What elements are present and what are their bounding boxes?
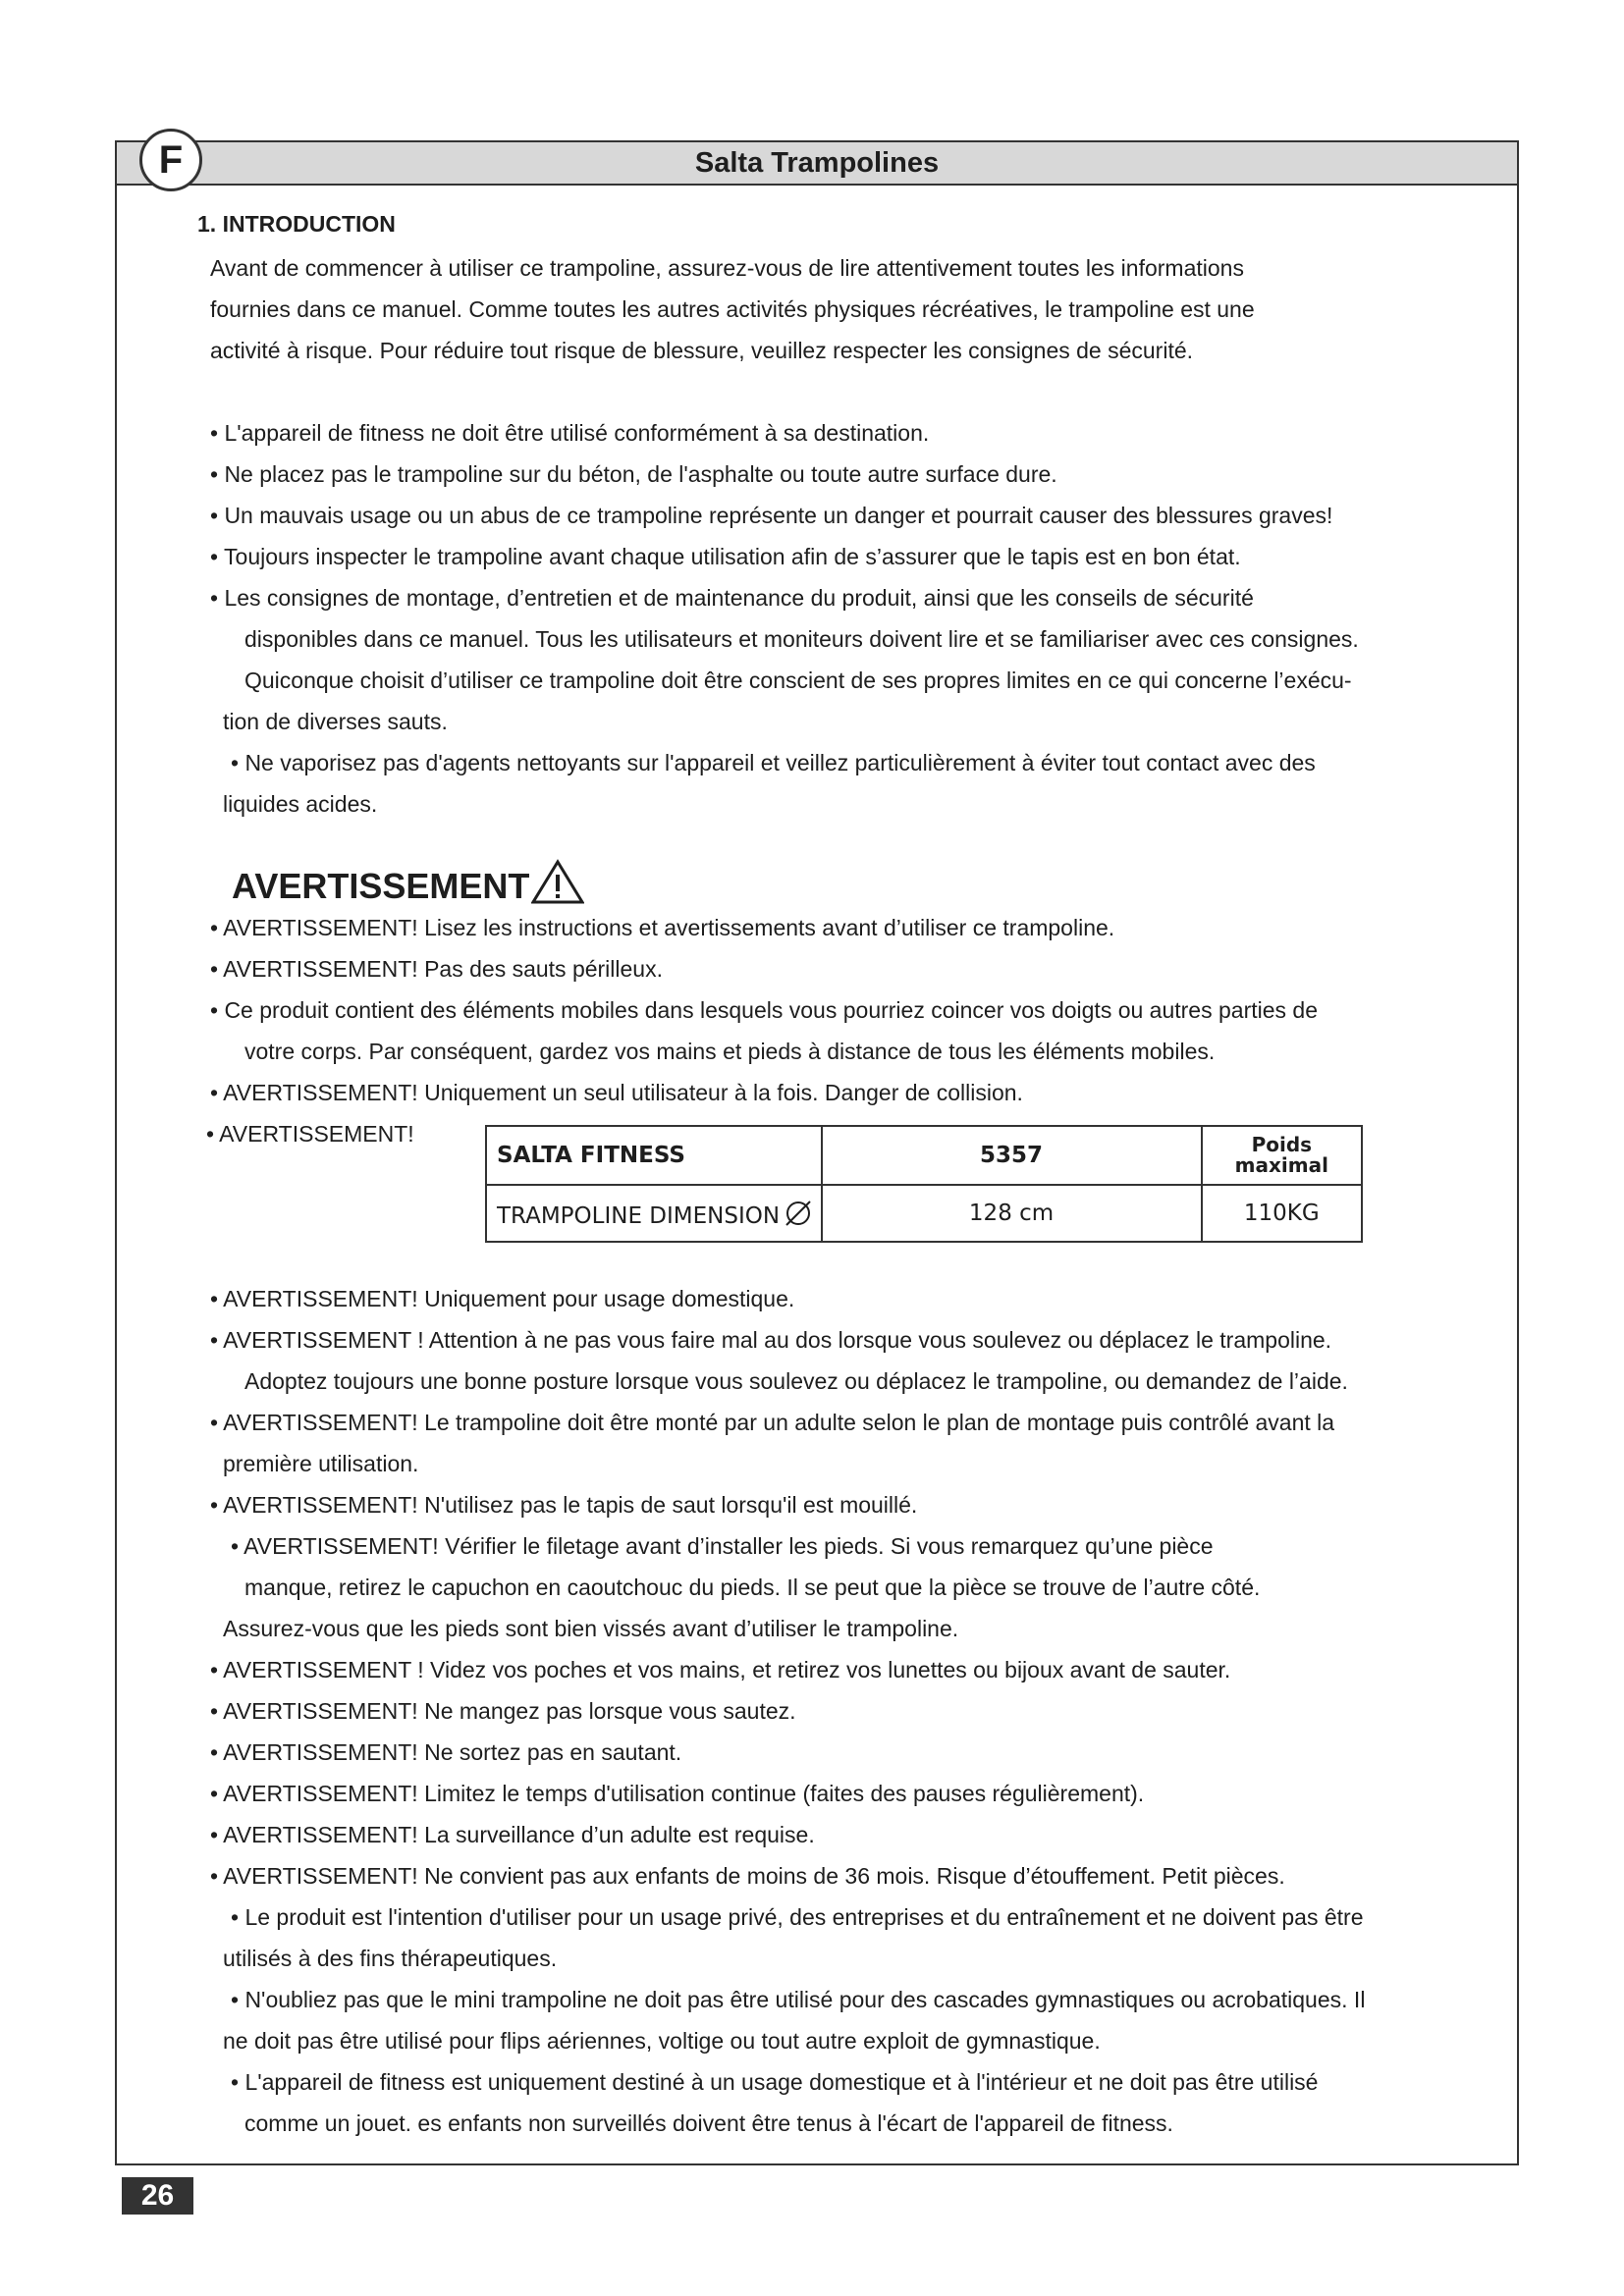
warning-item-continuation: votre corps. Par conséquent, gardez vos mains et pieds à distance de tous les éléments mobiles. [244, 1039, 1216, 1064]
warning-item: • AVERTISSEMENT! Uniquement un seul utilisateur à la fois. Danger de collision. [210, 1080, 1023, 1105]
warning-item-continuation: comme un jouet. es enfants non surveillés doivent être tenus à l'écart de l'appareil de fitness. [244, 2110, 1173, 2136]
warning-item: • AVERTISSEMENT! Ne mangez pas lorsque vous sautez. [210, 1698, 796, 1724]
intro-paragraph-line: fournies dans ce manuel. Comme toutes les autres activités physiques récréatives, le trampoline est une [210, 296, 1255, 322]
page-number: 26 [122, 2177, 193, 2215]
spec-dimension-label-cell [486, 1185, 822, 1242]
safety-bullet: • Les consignes de montage, d’entretien et de maintenance du produit, ainsi que les conseils de sécurité [210, 585, 1254, 611]
warning-item: • AVERTISSEMENT ! Videz vos poches et vos mains, et retirez vos lunettes ou bijoux avant de sauter. [210, 1657, 1231, 1682]
safety-bullet: • Ne placez pas le trampoline sur du béton, de l'asphalte ou toute autre surface dure. [210, 461, 1057, 487]
warning-item: • AVERTISSEMENT! Ne sortez pas en sautant. [210, 1739, 682, 1765]
spec-max-weight-label-2: maximal [1234, 1153, 1328, 1177]
safety-bullet: • Toujours inspecter le trampoline avant chaque utilisation afin de s’assurer que le tapis est en bon état. [210, 544, 1241, 569]
spec-dimension-value: 128 cm [822, 1185, 1202, 1242]
warning-item: • L'appareil de fitness est uniquement destiné à un usage domestique et à l'intérieur et ne doit pas être utilisé [231, 2069, 1319, 2095]
diameter-icon [784, 1199, 813, 1228]
spec-dimension-label: TRAMPOLINE DIMENSION [497, 1202, 781, 1229]
page-header-title: Salta Trampolines [117, 142, 1517, 186]
warning-item: • AVERTISSEMENT! Vérifier le filetage avant d’installer les pieds. Si vous remarquez qu’une pièce [231, 1533, 1214, 1559]
warning-triangle-icon [531, 859, 584, 904]
warning-item: • N'oubliez pas que le mini trampoline ne doit pas être utilisé pour des cascades gymnastiques ou acrobatiques. Il [231, 1987, 1366, 2012]
warning-item-continuation: ne doit pas être utilisé pour flips aériennes, voltige ou tout autre exploit de gymnastique. [223, 2028, 1101, 2054]
warning-item-continuation: manque, retirez le capuchon en caoutchouc du pieds. Il se peut que la pièce se trouve de l’autre côté. [244, 1575, 1261, 1600]
safety-bullet: • Un mauvais usage ou un abus de ce trampoline représente un danger et pourrait causer des blessures graves! [210, 503, 1333, 528]
warning-heading [232, 859, 584, 910]
warning-item: • AVERTISSEMENT! Limitez le temps d'utilisation continue (faites des pauses régulièrement). [210, 1781, 1145, 1806]
warning-item: • AVERTISSEMENT! Ne convient pas aux enfants de moins de 36 mois. Risque d’étouffement. Petit pièces. [210, 1863, 1285, 1889]
warning-item: • AVERTISSEMENT! Le trampoline doit être monté par un adulte selon le plan de montage puis contrôlé avant la [210, 1410, 1335, 1435]
safety-bullet-continuation: liquides acides. [223, 791, 378, 817]
warning-item: • Ce produit contient des éléments mobiles dans lesquels vous pourriez coincer vos doigts ou autres parties de [210, 997, 1318, 1023]
warning-item: • AVERTISSEMENT! La surveillance d’un adulte est requise. [210, 1822, 815, 1847]
warning-item: • Le produit est l'intention d'utiliser pour un usage privé, des entreprises et du entraînement et ne doivent pas être [231, 1904, 1364, 1930]
safety-bullet: • Ne vaporisez pas d'agents nettoyants sur l'appareil et veillez particulièrement à éviter tout contact avec des [231, 750, 1316, 775]
safety-bullet-continuation: disponibles dans ce manuel. Tous les utilisateurs et moniteurs doivent lire et se familiariser avec ces consignes. [244, 626, 1359, 652]
warning-item-continuation: Adoptez toujours une bonne posture lorsque vous soulevez ou déplacez le trampoline, ou demandez de l’aide. [244, 1368, 1348, 1394]
safety-bullet-continuation: tion de diverses sauts. [223, 709, 448, 734]
spec-model-cell: 5357 [822, 1126, 1202, 1185]
warning-item: • AVERTISSEMENT ! Attention à ne pas vous faire mal au dos lorsque vous soulevez ou déplacez le trampoline. [210, 1327, 1332, 1353]
spec-table-data-row [486, 1185, 1362, 1242]
warning-item: • AVERTISSEMENT! N'utilisez pas le tapis de saut lorsqu'il est mouillé. [210, 1492, 918, 1518]
section-title-introduction: 1. INTRODUCTION [197, 211, 396, 237]
warning-heading-text: AVERTISSEMENT [232, 866, 530, 906]
safety-bullet: • L'appareil de fitness ne doit être utilisé conformément à sa destination. [210, 420, 930, 446]
warning-item-continuation: Assurez-vous que les pieds sont bien vissés avant d’utiliser le trampoline. [223, 1616, 959, 1641]
warning-item-continuation: utilisés à des fins thérapeutiques. [223, 1946, 558, 1971]
warning-item: • AVERTISSEMENT! Uniquement pour usage domestique. [210, 1286, 795, 1311]
spec-max-weight-value: 110KG [1202, 1185, 1362, 1242]
spec-brand-cell: SALTA FITNESS [486, 1126, 822, 1185]
warning-item-continuation: première utilisation. [223, 1451, 419, 1476]
spec-max-weight-header [1202, 1126, 1362, 1185]
spec-max-weight-label-1: Poids [1251, 1133, 1313, 1156]
intro-paragraph-line: Avant de commencer à utiliser ce trampoline, assurez-vous de lire attentivement toutes les informations [210, 255, 1244, 281]
warning-item: • AVERTISSEMENT! Lisez les instructions et avertissements avant d’utiliser ce trampoline. [210, 915, 1115, 940]
warning-item: • AVERTISSEMENT! Pas des sauts périlleux. [210, 956, 663, 982]
language-badge: F [139, 129, 202, 191]
safety-bullet-continuation: Quiconque choisit d’utiliser ce trampoline doit être conscient de ses propres limites en ce qui concerne l’exécu- [244, 667, 1352, 693]
warning-item: • AVERTISSEMENT! [206, 1121, 414, 1147]
spec-table-header-row [486, 1126, 1362, 1185]
spec-table [485, 1125, 1363, 1243]
intro-paragraph-line: activité à risque. Pour réduire tout risque de blessure, veuillez respecter les consignes de sécurité. [210, 338, 1194, 363]
